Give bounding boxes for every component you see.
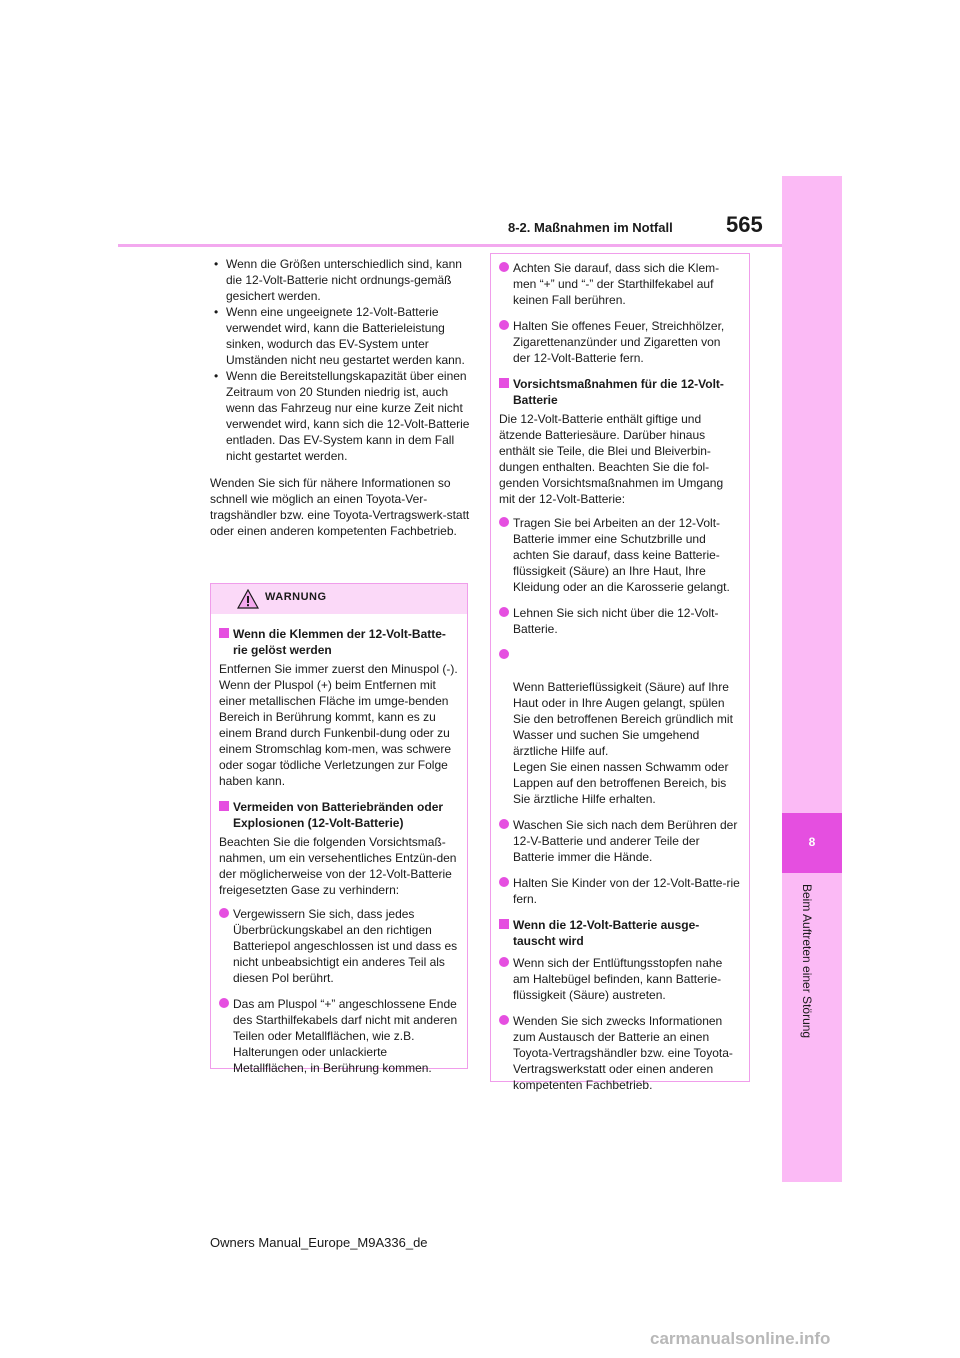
list-item [499,1013,741,1093]
list-item [499,647,741,807]
warning-header [211,584,467,614]
bullet-item: • Wenn die Größen unterschiedlich sind, kann die 12-Volt-Batterie nicht ordnungs-gemäß gesichert werden. [210,256,470,304]
warning-list-item [219,996,459,1076]
circle-bullet-icon [499,607,509,617]
circle-bullet-icon [499,517,509,527]
footer-text: Owners Manual_Europe_M9A336_de [210,1235,428,1250]
item-text: Lehnen Sie sich nicht über die 12-Volt-Batterie. [513,606,719,636]
circle-bullet-icon [219,908,229,918]
square-bullet-icon [219,801,229,811]
circle-bullet-icon [499,320,509,330]
circle-bullet-icon [499,877,509,887]
circle-bullet-icon [499,957,509,967]
item-text: Halten Sie offenes Feuer, Streichhölzer, Zigarettenanzünder und Zigaretten von der 12-Volt-Batterie fern. [513,319,725,365]
warning-heading-terminals [219,626,459,658]
warning-title: WARNUNG [265,591,327,603]
warning-list-item [219,906,459,986]
circle-bullet-icon [499,262,509,272]
heading-text: Vermeiden von Batteriebränden oder Explosionen (12-Volt-Batterie) [233,800,444,830]
chapter-label: Beim Auftreten einer Störung [800,884,814,1039]
list-item [499,605,741,637]
heading-battery-precautions [499,376,741,408]
header-rule [118,244,782,247]
contact-paragraph: Wenden Sie sich für nähere Informationen so schnell wie möglich an einen Toyota-Ver-tragshändler bzw. eine Toyota-Vertragswerk-statt oder einen anderen kompetenten Fachbetrieb. [210,476,470,538]
warning-body [211,614,467,1076]
square-bullet-icon [499,919,509,929]
battery-precautions-text: Die 12-Volt-Batterie enthält giftige und ätzende Batteriesäure. Darüber hinaus enthält sie Teile, die Blei und Bleiverbin-dungen enthalten. Beachten Sie die fol-genden Vorsichtsmaßnahmen im Umgang mit der 12-Volt-Batterie: [499,412,724,506]
chapter-number-box [782,813,842,873]
item-text: Wenn Batterieflüssigkeit (Säure) auf Ihre Haut oder in Ihre Augen gelangt, spülen Sie den betroffenen Bereich gründlich mit Wasser und suchen Sie umgehend ärztliche Hilfe auf. Legen Sie einen nassen Schwamm oder Lappen auf den betroffenen Bereich, bis Sie ärztliche Hilfe erhalten. [513,680,733,806]
warning-text-fire: Beachten Sie die folgenden Vorsichtsmaß-nahmen, um ein versehentliches Entzün-den der möglicherweise von der 12-Volt-Batterie freigesetzten Gase zu verhindern: [219,835,457,897]
item-text: Waschen Sie sich nach dem Berühren der 12-V-Batterie und anderer Teile der Batterie immer die Hände. [513,818,738,864]
bullet-item: • Wenn eine ungeeignete 12-Volt-Batterie verwendet wird, kann die Batterieleistung sinken, wodurch das EV-System unter Umständen nicht neu gestartet werden kann. [210,304,470,368]
square-bullet-icon [499,378,509,388]
item-text: Tragen Sie bei Arbeiten an der 12-Volt-Batterie immer eine Schutzbrille und achten Sie darauf, dass keine Batterie-flüssigkeit (Säure) an Ihre Haut, Ihre Kleidung oder an die Karosserie gelangt. [513,516,730,594]
item-text: Halten Sie Kinder von der 12-Volt-Batte-rie fern. [513,876,740,906]
circle-bullet-icon [219,998,229,1008]
item-text: Vergewissern Sie sich, dass jedes Überbrückungskabel an den richtigen Batteriepol angeschlossen ist und dass es nicht unbeabsichtigt ein anderes Teil als diesen Pol berührt. [233,907,458,985]
warning-continuation-box [490,253,750,1092]
list-item [499,515,741,595]
list-item [499,875,741,907]
warning-box [210,583,468,1075]
item-text: Das am Pluspol “+” angeschlossene Ende des Starthilfekabels darf nicht mit anderen Teilen oder Metallflächen, wie z.B. Halterungen oder unlackierte Metallflächen, in Berührung kommen. [233,997,458,1075]
item-text: Achten Sie darauf, dass sich die Klem-men “+” und “-” der Starthilfekabel auf keinen Fall berühren. [513,261,720,307]
page-number: 565 [726,212,763,237]
list-item [499,955,741,1003]
watermark: carmanualsonline.info [650,1329,831,1348]
heading-battery-replacement [499,917,741,949]
bullet-item: • Wenn die Bereitstellungskapazität über einen Zeitraum von 20 Stunden niedrig ist, auch wenn das Fahrzeug nur eine kurze Zeit nicht verwendet wird, kann sich die 12-Volt-Batterie entladen. Das EV-System kann in dem Fall nicht gestartet werden. [210,368,470,464]
left-column [210,256,470,539]
bullet-list [210,256,470,464]
circle-bullet-icon [499,819,509,829]
list-item [499,318,741,366]
warning-text-terminals: Entfernen Sie immer zuerst den Minuspol (-). Wenn der Pluspol (+) beim Entfernen mit einer metallischen Fläche im umge-benden Bereich in Berührung kommt, kann es zu einem Brand durch Funkenbil-dung oder zu einem Stromschlag kom-men, was schwere oder sogar tödliche Verletzungen zur Folge haben kann. [219,662,458,788]
warning-triangle-icon [237,589,259,609]
circle-bullet-icon [499,1015,509,1025]
heading-text: Wenn die 12-Volt-Batterie ausge-tauscht wird [513,918,700,948]
warning-heading-fire [219,799,459,831]
list-item [499,260,741,308]
square-bullet-icon [219,628,229,638]
heading-text: Vorsichtsmaßnahmen für die 12-Volt-Batterie [513,377,724,407]
list-item [499,817,741,865]
item-text: Wenden Sie sich zwecks Informationen zum Austausch der Batterie an einen Toyota-Vertragshändler bzw. eine Toyota-Vertragswerkstatt oder einen anderen kompetenten Fachbetrieb. [513,1014,733,1092]
continuation-body [491,254,749,1093]
chapter-number: 8 [808,835,816,849]
heading-text: Wenn die Klemmen der 12-Volt-Batte-rie gelöst werden [233,627,446,657]
item-text: Wenn sich der Entlüftungsstopfen nahe am Haltebügel befinden, kann Batterie-flüssigkeit (Säure) austreten. [513,956,723,1002]
circle-bullet-icon [499,649,509,659]
section-title: 8-2. Maßnahmen im Notfall [508,220,673,235]
